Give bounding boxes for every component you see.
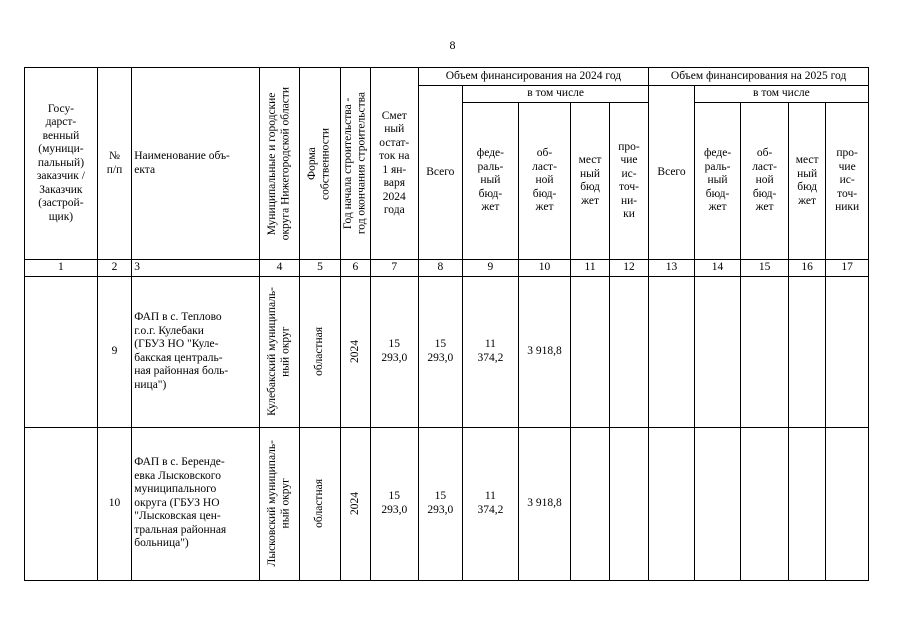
row-number: 9: [97, 276, 131, 427]
years: 2024: [348, 492, 361, 515]
municipality-cell: [259, 427, 299, 580]
municipality: Кулебакский муниципаль- ный округ: [265, 287, 292, 416]
header-total-2025: Всего: [649, 86, 695, 260]
row-number: 10: [97, 427, 131, 580]
years-cell: [340, 427, 370, 580]
column-number: 10: [518, 260, 571, 277]
header-regional-2024: об- ласт- ной бюд- жет: [518, 103, 571, 260]
header-including-2024: в том числе: [463, 86, 649, 103]
header-federal-2025: феде- раль- ный бюд- жет: [694, 103, 741, 260]
column-number: 17: [826, 260, 869, 277]
financing-table: [24, 67, 869, 581]
column-number: 9: [463, 260, 519, 277]
estimate-balance: 15 293,0: [371, 427, 419, 580]
column-numbers-row: [25, 260, 869, 277]
customer-cell: [25, 427, 98, 580]
header-object-name: Наименование объ- екта: [132, 68, 260, 260]
other-2024: [609, 427, 648, 580]
header-funding-2025: Объем финансирования на 2025 год: [649, 68, 869, 86]
header-including-2025: в том числе: [694, 86, 868, 103]
federal-2025: [694, 427, 741, 580]
column-number: 8: [418, 260, 463, 277]
ownership-cell: [300, 276, 340, 427]
local-2024: [571, 276, 609, 427]
header-funding-2024: Объем финансирования на 2024 год: [418, 68, 649, 86]
column-number: 5: [300, 260, 340, 277]
federal-2024: 11 374,2: [463, 276, 519, 427]
customer-cell: [25, 276, 98, 427]
other-2025: [826, 427, 869, 580]
ownership-cell: [300, 427, 340, 580]
header-years: Год начала строительства - год окончания строительства: [341, 92, 368, 235]
column-number: 14: [694, 260, 741, 277]
header-municipality: Муниципальные и городские округа Нижегородской области: [265, 86, 292, 241]
header-local-2024: мест ный бюд жет: [571, 103, 609, 260]
other-2024: [609, 276, 648, 427]
other-2025: [826, 276, 869, 427]
page-number: 8: [449, 38, 456, 52]
table-row: [25, 427, 869, 580]
municipality-cell: [259, 276, 299, 427]
years: 2024: [348, 340, 361, 363]
header-other-2025: про- чие ис- точ- ники: [826, 103, 869, 260]
column-number: 7: [371, 260, 419, 277]
column-number: 4: [259, 260, 299, 277]
total-2025: [649, 276, 695, 427]
total-2025: [649, 427, 695, 580]
local-2024: [571, 427, 609, 580]
ownership: областная: [313, 479, 326, 528]
federal-2024: 11 374,2: [463, 427, 519, 580]
header-local-2025: мест ный бюд жет: [788, 103, 825, 260]
column-number: 1: [25, 260, 98, 277]
column-number: 15: [741, 260, 789, 277]
municipality: Лысковский муниципаль- ный округ: [265, 440, 292, 567]
header-other-2024: про- чие ис- точ- ни- ки: [609, 103, 648, 260]
header-estimate-balance: Смет ный остат- ток на 1 ян- варя 2024 года: [371, 68, 419, 260]
header-municipality-cell: [259, 68, 299, 260]
object-name: ФАП в с. Беренде- евка Лысковского муниципального округа (ГБУЗ НО "Лысковская цен- тральная районная больница"): [132, 427, 260, 580]
column-number: 3: [132, 260, 260, 277]
regional-2025: [741, 276, 789, 427]
regional-2025: [741, 427, 789, 580]
ownership: областная: [313, 327, 326, 376]
years-cell: [340, 276, 370, 427]
header-ownership-cell: [300, 68, 340, 260]
column-number: 2: [97, 260, 131, 277]
regional-2024: 3 918,8: [518, 427, 571, 580]
header-total-2024: Всего: [418, 86, 463, 260]
header-ownership: Форма собственности: [306, 127, 332, 200]
column-number: 16: [788, 260, 825, 277]
column-number: 13: [649, 260, 695, 277]
header-federal-2024: феде- раль- ный бюд- жет: [463, 103, 519, 260]
column-number: 11: [571, 260, 609, 277]
header-customer: Госу- дарст- венный (муници- пальный) заказчик / Заказчик (застрой- щик): [25, 68, 98, 260]
estimate-balance: 15 293,0: [371, 276, 419, 427]
header-row-number: № п/п: [97, 68, 131, 260]
column-number: 6: [340, 260, 370, 277]
total-2024: 15 293,0: [418, 427, 463, 580]
total-2024: 15 293,0: [418, 276, 463, 427]
regional-2024: 3 918,8: [518, 276, 571, 427]
local-2025: [788, 276, 825, 427]
object-name: ФАП в с. Теплово г.о.г. Кулебаки (ГБУЗ НО "Куле- бакская централь- ная районная боль- ница"): [132, 276, 260, 427]
header-years-cell: [340, 68, 370, 260]
header-regional-2025: об- ласт- ной бюд- жет: [741, 103, 789, 260]
local-2025: [788, 427, 825, 580]
federal-2025: [694, 276, 741, 427]
table-row: [25, 276, 869, 427]
column-number: 12: [609, 260, 648, 277]
